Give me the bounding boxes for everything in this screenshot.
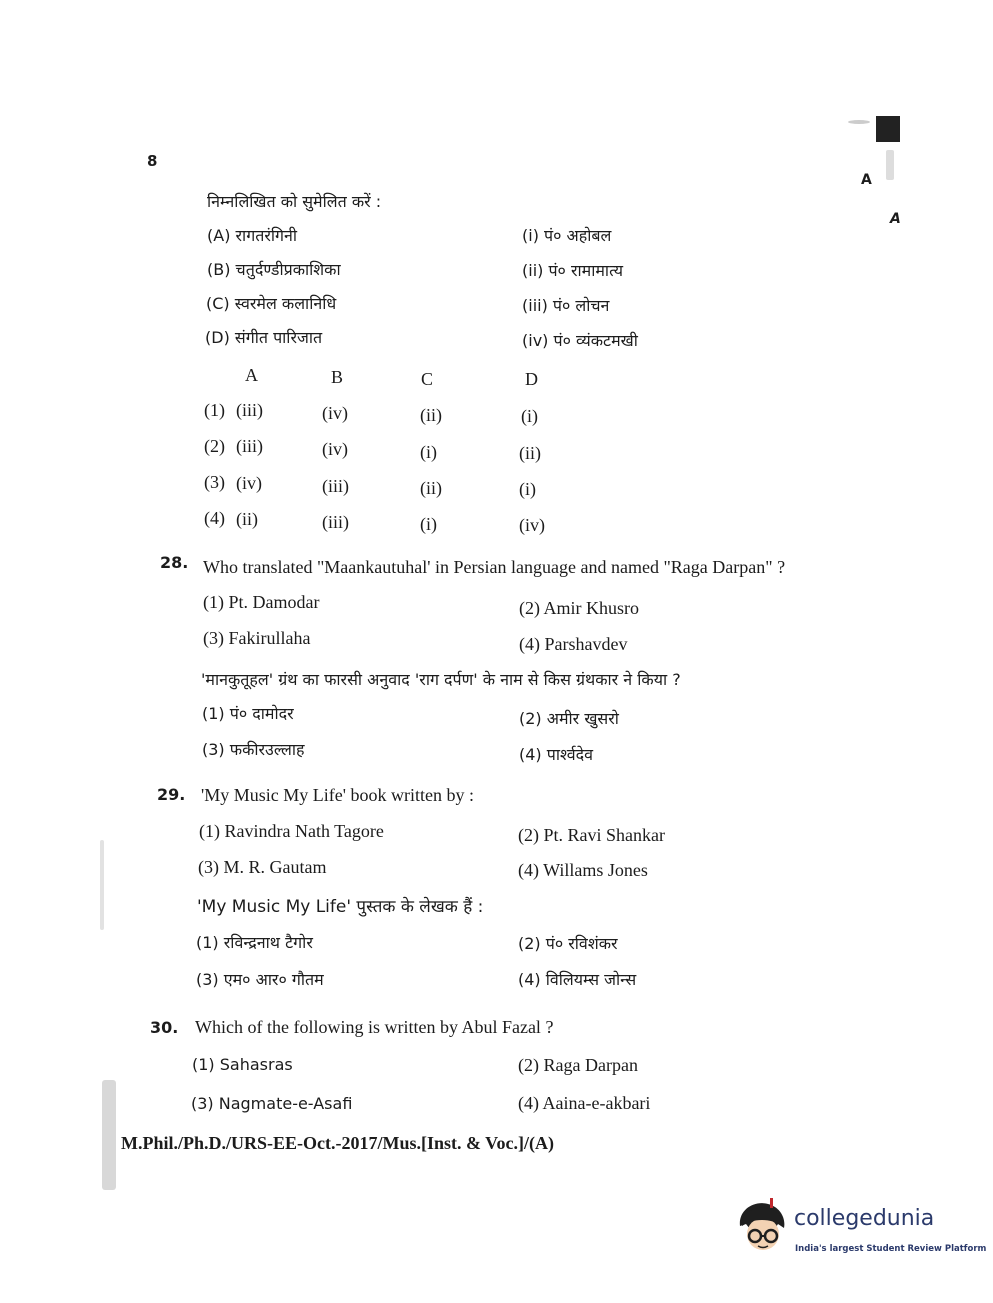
match-right-item: (ii) पं० रामामात्य [522, 261, 623, 280]
scan-speck [102, 1080, 116, 1190]
option-hi: (3) फकीरउल्लाह [202, 740, 305, 759]
option-a: (iv) [236, 473, 262, 493]
corner-mark: A [890, 211, 901, 227]
option-d: (ii) [519, 443, 541, 463]
option-number: (3) [204, 472, 225, 492]
match-left-item: (C) स्वरमेल कलानिधि [206, 294, 337, 313]
option-hi: (4) विलियम्स जोन्स [518, 970, 637, 989]
scan-speck [848, 120, 870, 124]
option-en: (4) Aaina-e-akbari [518, 1093, 651, 1113]
option-hi: (2) अमीर खुसरो [519, 709, 619, 728]
question-number: 29. [157, 785, 186, 804]
option-en: (1) Pt. Damodar [203, 592, 320, 612]
option-hi: (4) पार्श्वदेव [519, 745, 594, 764]
option-en: (4) Parshavdev [519, 634, 628, 654]
scan-speck [886, 150, 894, 180]
match-left-item: (D) संगीत पारिजात [205, 328, 323, 347]
option-number: (4) [204, 508, 225, 528]
brand-tagline: India's largest Student Review Platform [795, 1244, 987, 1254]
mascot-icon [734, 1196, 792, 1256]
option-number: (1) [204, 400, 225, 420]
option-hi: (3) एम० आर० गौतम [196, 970, 324, 989]
match-right-item: (iv) पं० व्यंकटमखी [522, 331, 638, 350]
option-d: (iv) [519, 515, 545, 535]
question-text-hi: 'My Music My Life' पुस्तक के लेखक हैं : [197, 897, 484, 917]
option-b: (iv) [322, 439, 348, 459]
option-c: (i) [420, 514, 437, 534]
option-hi: (1) पं० दामोदर [202, 704, 294, 723]
page-number: 8 [147, 152, 158, 170]
paper-code-footer: M.Phil./Ph.D./URS-EE-Oct.-2017/Mus.[Inst. & Voc.]/(A) [121, 1133, 554, 1153]
question-number: 30. [150, 1018, 179, 1037]
option-hi: (1) रविन्द्रनाथ टैगोर [196, 933, 313, 952]
option-number: (2) [204, 436, 225, 456]
option-b: (iii) [322, 476, 349, 496]
option-hi: (2) पं० रविशंकर [518, 934, 618, 953]
match-instruction: निम्नलिखित को सुमेलित करें : [207, 192, 382, 211]
option-en: (4) Willams Jones [518, 860, 648, 880]
option-a: (ii) [236, 509, 258, 529]
column-header: B [331, 367, 344, 387]
option-en: (1) Sahasras [192, 1055, 293, 1074]
option-en: (2) Pt. Ravi Shankar [518, 825, 665, 845]
brand-name: collegedunia [794, 1206, 935, 1231]
option-en: (1) Ravindra Nath Tagore [199, 821, 384, 841]
option-en: (3) Nagmate-e-Asafi [191, 1094, 353, 1113]
collegedunia-watermark [734, 1196, 987, 1260]
option-b: (iv) [322, 403, 348, 423]
option-en: (2) Raga Darpan [518, 1055, 638, 1075]
question-number: 28. [160, 553, 189, 572]
option-c: (ii) [420, 405, 442, 425]
column-header: D [525, 369, 538, 389]
scan-speck [100, 840, 104, 930]
option-a: (iii) [236, 400, 263, 420]
question-text-hi: 'मानकुतूहल' ग्रंथ का फारसी अनुवाद 'राग दर्पण' के नाम से किस ग्रंथकार ने किया ? [201, 670, 681, 689]
match-left-item: (B) चतुर्दण्डीप्रकाशिका [207, 260, 341, 279]
option-a: (iii) [236, 436, 263, 456]
option-c: (i) [420, 442, 437, 462]
scan-smudge [876, 116, 900, 142]
option-d: (i) [521, 406, 538, 426]
question-text-en: Who translated "Maankautuhal' in Persian language and named "Raga Darpan" ? [203, 557, 786, 577]
question-text-en: Which of the following is written by Abul Fazal ? [195, 1017, 554, 1037]
option-en: (3) M. R. Gautam [198, 857, 327, 877]
option-b: (iii) [322, 512, 349, 532]
match-left-item: (A) रागतरंगिनी [207, 226, 298, 245]
option-en: (3) Fakirullaha [203, 628, 311, 648]
option-en: (2) Amir Khusro [519, 598, 639, 618]
option-d: (i) [519, 479, 536, 499]
match-right-item: (iii) पं० लोचन [522, 296, 610, 315]
question-text-en: 'My Music My Life' book written by : [201, 785, 474, 805]
column-header: C [421, 369, 434, 389]
corner-mark: A [861, 172, 872, 188]
option-c: (ii) [420, 478, 442, 498]
column-header: A [245, 365, 258, 385]
match-right-item: (i) पं० अहोबल [522, 226, 612, 245]
